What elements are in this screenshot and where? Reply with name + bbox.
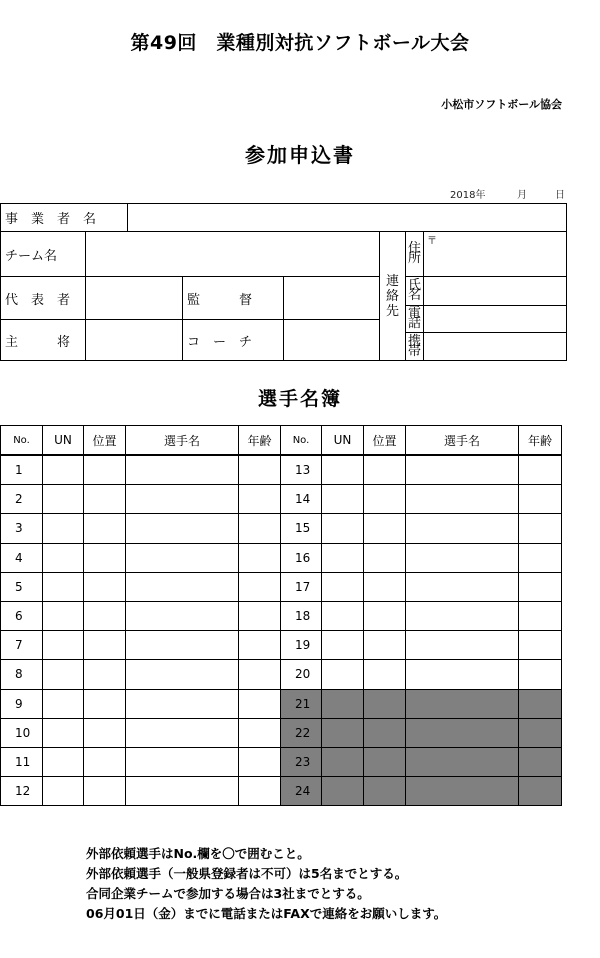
uniform-number-cell[interactable] (322, 689, 364, 718)
uniform-number-cell[interactable] (322, 601, 364, 630)
player-number: 7 (1, 631, 43, 660)
uniform-number-cell[interactable] (43, 485, 84, 514)
captain-label: 主 将 (5, 334, 71, 350)
position-cell[interactable] (84, 485, 126, 514)
age-cell[interactable] (519, 514, 562, 543)
player-number: 1 (1, 455, 43, 485)
player-name-cell[interactable] (126, 689, 239, 718)
uniform-number-cell[interactable] (43, 777, 84, 806)
player-number: 2 (1, 485, 43, 514)
roster-header-row (1, 426, 562, 456)
age-cell[interactable] (239, 455, 281, 485)
captain-field[interactable] (86, 320, 182, 360)
player-roster-table (0, 425, 562, 806)
uniform-number-cell[interactable] (322, 747, 364, 776)
player-number: 9 (1, 689, 43, 718)
age-cell[interactable] (239, 572, 281, 601)
player-number: 24 (281, 777, 322, 806)
player-name-cell[interactable] (406, 455, 519, 485)
applicant-info-table (0, 203, 567, 361)
uniform-number-cell[interactable] (322, 485, 364, 514)
uniform-number-cell[interactable] (322, 631, 364, 660)
age-cell[interactable] (519, 572, 562, 601)
player-name-cell[interactable] (406, 572, 519, 601)
contact-name-label: 氏 名 (407, 278, 421, 303)
header-player-name: 選手名 (406, 426, 519, 456)
age-cell[interactable] (519, 601, 562, 630)
uniform-number-cell[interactable] (322, 543, 364, 572)
roster-row (1, 543, 562, 572)
position-cell[interactable] (364, 747, 406, 776)
roster-title: 選手名簿 (257, 388, 342, 410)
position-cell[interactable] (364, 572, 406, 601)
roster-row (1, 514, 562, 543)
uniform-number-cell[interactable] (322, 660, 364, 689)
player-name-cell[interactable] (126, 660, 239, 689)
player-number: 3 (1, 514, 43, 543)
player-number: 10 (1, 718, 43, 747)
player-number: 8 (1, 660, 43, 689)
roster-row (1, 689, 562, 718)
age-cell[interactable] (239, 485, 281, 514)
position-cell[interactable] (84, 689, 126, 718)
roster-row (1, 572, 562, 601)
roster-row (1, 631, 562, 660)
player-name-cell[interactable] (126, 485, 239, 514)
position-cell[interactable] (364, 514, 406, 543)
player-name-cell[interactable] (406, 631, 519, 660)
age-cell[interactable] (239, 514, 281, 543)
contact-label: 連 絡 先 (385, 273, 399, 319)
company-name-label: 事 業 者 名 (5, 212, 97, 227)
header-player-name: 選手名 (126, 426, 239, 456)
age-cell[interactable] (519, 747, 562, 776)
player-number: 16 (281, 543, 322, 572)
note-item: 外部依頼選手（一般県登録者は不可）は5名までとする。 (86, 866, 408, 881)
representative-label: 代 表 者 (5, 292, 71, 308)
roster-row (1, 718, 562, 747)
age-cell[interactable] (239, 660, 281, 689)
uniform-number-cell[interactable] (43, 718, 84, 747)
phone-field[interactable] (424, 306, 565, 332)
player-name-cell[interactable] (406, 660, 519, 689)
player-number: 6 (1, 601, 43, 630)
position-cell[interactable] (84, 660, 126, 689)
roster-row (1, 777, 562, 806)
roster-row (1, 601, 562, 630)
age-cell[interactable] (519, 689, 562, 718)
manager-label: 監 督 (187, 292, 253, 308)
header-position: 位置 (364, 426, 406, 456)
player-name-cell[interactable] (126, 777, 239, 806)
position-cell[interactable] (364, 777, 406, 806)
note-item: 合同企業チームで参加する場合は3社までとする。 (86, 886, 370, 901)
age-cell[interactable] (519, 660, 562, 689)
player-name-cell[interactable] (126, 718, 239, 747)
date-month: 月 (517, 190, 527, 201)
player-name-cell[interactable] (126, 455, 239, 485)
age-cell[interactable] (239, 631, 281, 660)
position-cell[interactable] (364, 631, 406, 660)
date-line (400, 186, 565, 201)
player-number: 14 (281, 485, 322, 514)
header-no: No. (1, 426, 43, 456)
uniform-number-cell[interactable] (43, 514, 84, 543)
position-cell[interactable] (84, 777, 126, 806)
player-name-cell[interactable] (406, 747, 519, 776)
page-title: 第49回 業種別対抗ソフトボール大会 (130, 32, 470, 54)
position-cell[interactable] (364, 543, 406, 572)
player-number: 13 (281, 455, 322, 485)
uniform-number-cell[interactable] (43, 689, 84, 718)
uniform-number-cell[interactable] (43, 572, 84, 601)
player-name-cell[interactable] (406, 718, 519, 747)
age-cell[interactable] (519, 631, 562, 660)
uniform-number-cell[interactable] (43, 455, 84, 485)
player-number: 23 (281, 747, 322, 776)
mobile-label: 携 帯 (407, 333, 421, 359)
player-name-cell[interactable] (126, 747, 239, 776)
note-item: 06月01日（金）までに電話またはFAXで連絡をお願いします。 (86, 906, 447, 921)
uniform-number-cell[interactable] (322, 455, 364, 485)
position-cell[interactable] (364, 601, 406, 630)
header-age: 年齢 (519, 426, 562, 456)
header-un: UN (322, 426, 364, 456)
uniform-number-cell[interactable] (43, 601, 84, 630)
date-day: 日 (555, 190, 565, 201)
age-cell[interactable] (239, 689, 281, 718)
position-cell[interactable] (84, 572, 126, 601)
age-cell[interactable] (519, 777, 562, 806)
manager-field[interactable] (284, 277, 379, 319)
position-cell[interactable] (84, 718, 126, 747)
company-name-field[interactable] (128, 204, 566, 231)
notes (86, 844, 446, 924)
uniform-number-cell[interactable] (322, 777, 364, 806)
organizer-name: 小松市ソフトボール協会 (441, 98, 562, 111)
representative-field[interactable] (86, 277, 182, 319)
roster-row (1, 747, 562, 776)
uniform-number-cell[interactable] (43, 631, 84, 660)
player-number: 4 (1, 543, 43, 572)
mobile-field[interactable] (424, 333, 565, 360)
age-cell[interactable] (519, 543, 562, 572)
player-name-cell[interactable] (126, 572, 239, 601)
age-cell[interactable] (239, 543, 281, 572)
player-number: 5 (1, 572, 43, 601)
player-name-cell[interactable] (406, 514, 519, 543)
roster-row (1, 660, 562, 689)
player-number: 19 (281, 631, 322, 660)
address-label: 住 所 (407, 241, 421, 266)
address-field[interactable] (427, 232, 565, 276)
age-cell[interactable] (239, 747, 281, 776)
position-cell[interactable] (364, 485, 406, 514)
age-cell[interactable] (239, 777, 281, 806)
age-cell[interactable] (519, 455, 562, 485)
position-cell[interactable] (84, 543, 126, 572)
position-cell[interactable] (84, 747, 126, 776)
position-cell[interactable] (364, 689, 406, 718)
position-cell[interactable] (84, 601, 126, 630)
age-cell[interactable] (239, 601, 281, 630)
phone-label: 電 話 (407, 306, 421, 331)
age-cell[interactable] (239, 718, 281, 747)
player-name-cell[interactable] (406, 601, 519, 630)
postal-mark: 〒 (427, 236, 437, 247)
player-name-cell[interactable] (406, 485, 519, 514)
uniform-number-cell[interactable] (322, 718, 364, 747)
coach-field[interactable] (284, 320, 379, 360)
position-cell[interactable] (84, 455, 126, 485)
player-name-cell[interactable] (126, 601, 239, 630)
player-number: 21 (281, 689, 322, 718)
uniform-number-cell[interactable] (43, 660, 84, 689)
uniform-number-cell[interactable] (43, 747, 84, 776)
team-name-label: チーム名 (5, 248, 58, 264)
player-name-cell[interactable] (406, 777, 519, 806)
player-number: 17 (281, 572, 322, 601)
header-no: No. (281, 426, 322, 456)
header-age: 年齢 (239, 426, 281, 456)
player-name-cell[interactable] (406, 543, 519, 572)
team-name-field[interactable] (86, 232, 379, 276)
form-title: 参加申込書 (245, 143, 355, 167)
player-name-cell[interactable] (126, 543, 239, 572)
position-cell[interactable] (84, 514, 126, 543)
player-name-cell[interactable] (406, 689, 519, 718)
age-cell[interactable] (519, 485, 562, 514)
position-cell[interactable] (364, 718, 406, 747)
position-cell[interactable] (364, 660, 406, 689)
header-un: UN (43, 426, 84, 456)
contact-name-field[interactable] (424, 277, 565, 305)
player-number: 18 (281, 601, 322, 630)
player-number: 11 (1, 747, 43, 776)
date-year: 2018年 (450, 190, 486, 201)
player-number: 20 (281, 660, 322, 689)
age-cell[interactable] (519, 718, 562, 747)
roster-row (1, 455, 562, 485)
note-item: 外部依頼選手はNo.欄を〇で囲むこと。 (86, 846, 310, 861)
player-number: 22 (281, 718, 322, 747)
position-cell[interactable] (364, 455, 406, 485)
uniform-number-cell[interactable] (43, 543, 84, 572)
player-name-cell[interactable] (126, 631, 239, 660)
roster-row (1, 485, 562, 514)
uniform-number-cell[interactable] (322, 572, 364, 601)
position-cell[interactable] (84, 631, 126, 660)
header-position: 位置 (84, 426, 126, 456)
uniform-number-cell[interactable] (322, 514, 364, 543)
player-number: 12 (1, 777, 43, 806)
coach-label: コ ー チ (187, 334, 253, 350)
player-name-cell[interactable] (126, 514, 239, 543)
player-number: 15 (281, 514, 322, 543)
